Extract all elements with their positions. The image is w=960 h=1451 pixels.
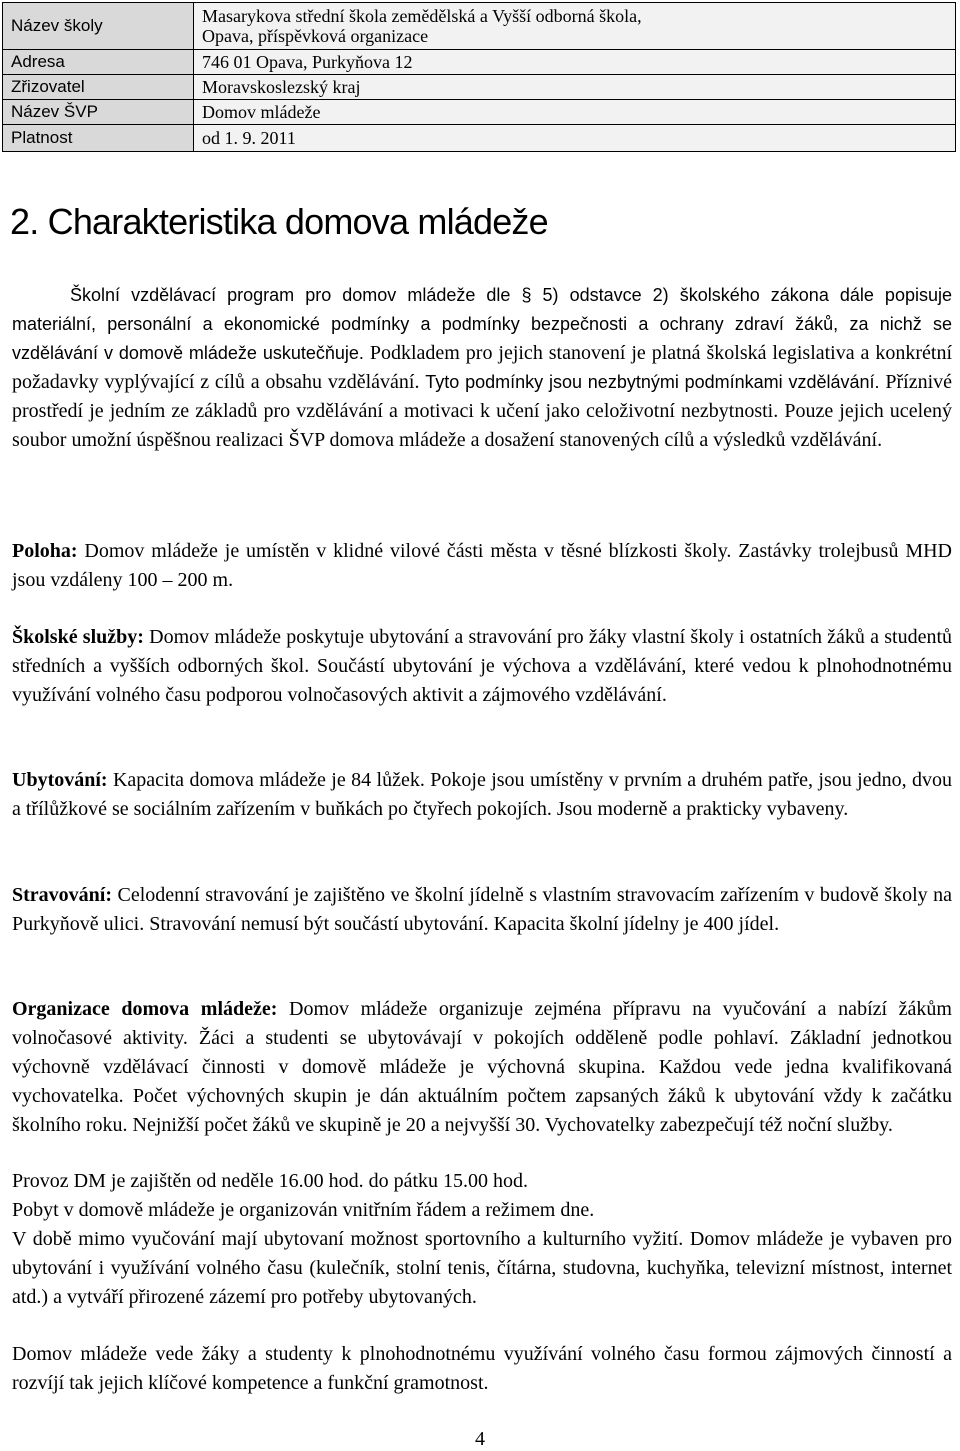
- organization-paragraph: [12, 995, 952, 1140]
- school-info-table: [2, 2, 956, 152]
- location-text: Domov mládeže je umístěn v klidné vilové části města v těsné blízkosti školy. Zastávky trolejbusů MHD jsou vzdáleny 100 – 200 m.: [12, 540, 952, 591]
- stay-rules-line: Pobyt v domově mládeže je organizován vnitřním řádem a režimem dne.: [12, 1199, 595, 1221]
- accommodation-paragraph: [12, 766, 952, 824]
- organization-text: Domov mládeže organizuje zejména přípravu na vyučování a nabízí žákům volnočasové aktivity. Žáci a studenti se ubytovávají v pokojích odděleně podle pohlaví. Základní jednotkou výchovně vzdělávací činnosti v domově mládeže je výchovná skupina. Každou vede jedna kvalifikovaná vychovatelka. Počet výchovných skupin je dán aktuálním počtem zapsaných žáků k ubytování vždy k začátku školního roku. Nejnižší počet žáků ve skupině je 20 a nejvyšší 30. Vychovatelky zabezpečují též noční služby.: [12, 998, 952, 1136]
- validity-value: od 1. 9. 2011: [194, 125, 956, 152]
- founder-value: Moravskoslezský kraj: [194, 75, 956, 100]
- school-name-value: [194, 3, 956, 50]
- svp-name-label: Název ŠVP: [3, 100, 194, 125]
- intro-part4: Příznivé prostředí je jedním ze základů pro vzdělávání a motivaci k učení jako celoživotní nezbytnosti. Pouze jejich ucelený soubor umožní úspěšnou realizaci ŠVP domova mládeže a dosažení stanovených cílů a výsledků vzdělávání.: [12, 371, 953, 451]
- location-label: Poloha:: [12, 540, 78, 562]
- svp-name-value: Domov mládeže: [194, 100, 956, 125]
- location-paragraph: [12, 537, 952, 595]
- intro-part1: Školní vzdělávací program pro domov mládeže dle § 5) odstavce 2) školského zákona dále popisuje materiální, personální a ekonomické podmínky a podmínky bezpečnosti a ochrany zdraví žáků, za nichž se vzdělávání v domově mládeže uskutečňuje.: [12, 285, 952, 363]
- operating-hours-line: Provoz DM je zajištěn od neděle 16.00 hod. do pátku 15.00 hod.: [12, 1170, 529, 1192]
- intro-part3: Tyto podmínky jsou nezbytnými podmínkami vzdělávání.: [425, 372, 880, 392]
- accommodation-label: Ubytování:: [12, 769, 108, 791]
- accommodation-text: Kapacita domova mládeže je 84 lůžek. Pokoje jsou umístěny v prvním a druhém patře, jsou jedno, dvou a třílůžkové se sociálním zařízením v buňkách po čtyřech pokojích. Jsou moderně a prakticky vybaveny.: [12, 769, 952, 820]
- address-label: Adresa: [3, 50, 194, 75]
- page-number: 4: [475, 1428, 485, 1450]
- competences-paragraph: Domov mládeže vede žáky a studenty k plnohodnotnému využívání volného času formou zájmových činností a rozvíjí tak jejich klíčové kompetence a funkční gramotnost.: [12, 1343, 952, 1394]
- catering-paragraph: [12, 881, 952, 939]
- catering-label: Stravování:: [12, 884, 112, 906]
- school-services-label: Školské služby:: [12, 626, 144, 648]
- school-services-text: Domov mládeže poskytuje ubytování a stravování pro žáky vlastní školy i ostatních žáků a studentů středních a vyšších odborných škol. Součástí ubytování je výchova a vzdělávání, které vedou k plnohodnotnému využívání volného času podporou volnočasových aktivit a zájmového vzdělávání.: [12, 626, 952, 706]
- school-name-label: Název školy: [3, 3, 194, 50]
- organization-label: Organizace domova mládeže:: [12, 998, 278, 1020]
- school-name-line1: Masarykova střední škola zemědělská a Vyšší odborná škola,: [202, 6, 642, 26]
- founder-label: Zřizovatel: [3, 75, 194, 100]
- school-services-paragraph: [12, 623, 952, 710]
- intro-part2: Podkladem pro jejich stanovení je platná školská legislativa a konkrétní požadavky vyplývající z cílů a obsahu vzdělávání.: [12, 342, 953, 393]
- validity-label: Platnost: [3, 125, 194, 152]
- school-name-line2: Opava, příspěvková organizace: [202, 26, 429, 46]
- section-heading: 2. Charakteristika domova mládeže: [10, 201, 548, 242]
- address-value: 746 01 Opava, Purkyňova 12: [194, 50, 956, 75]
- catering-text: Celodenní stravování je zajištěno ve školní jídelně s vlastním stravovacím zařízením v budově školy na Purkyňově ulici. Stravování nemusí být součástí ubytování. Kapacita školní jídelny je 400 jídel.: [12, 884, 952, 935]
- leisure-paragraph: V době mimo vyučování mají ubytovaní možnost sportovního a kulturního vyžití. Domov mládeže je vybaven pro ubytování i využívání volného času (kulečník, stolní tenis, čítárna, studovna, kuchyňka, televizní místnost, internet atd.) a vytváří přirozené zázemí pro potřeby ubytovaných.: [12, 1228, 952, 1308]
- intro-paragraph: [12, 281, 952, 455]
